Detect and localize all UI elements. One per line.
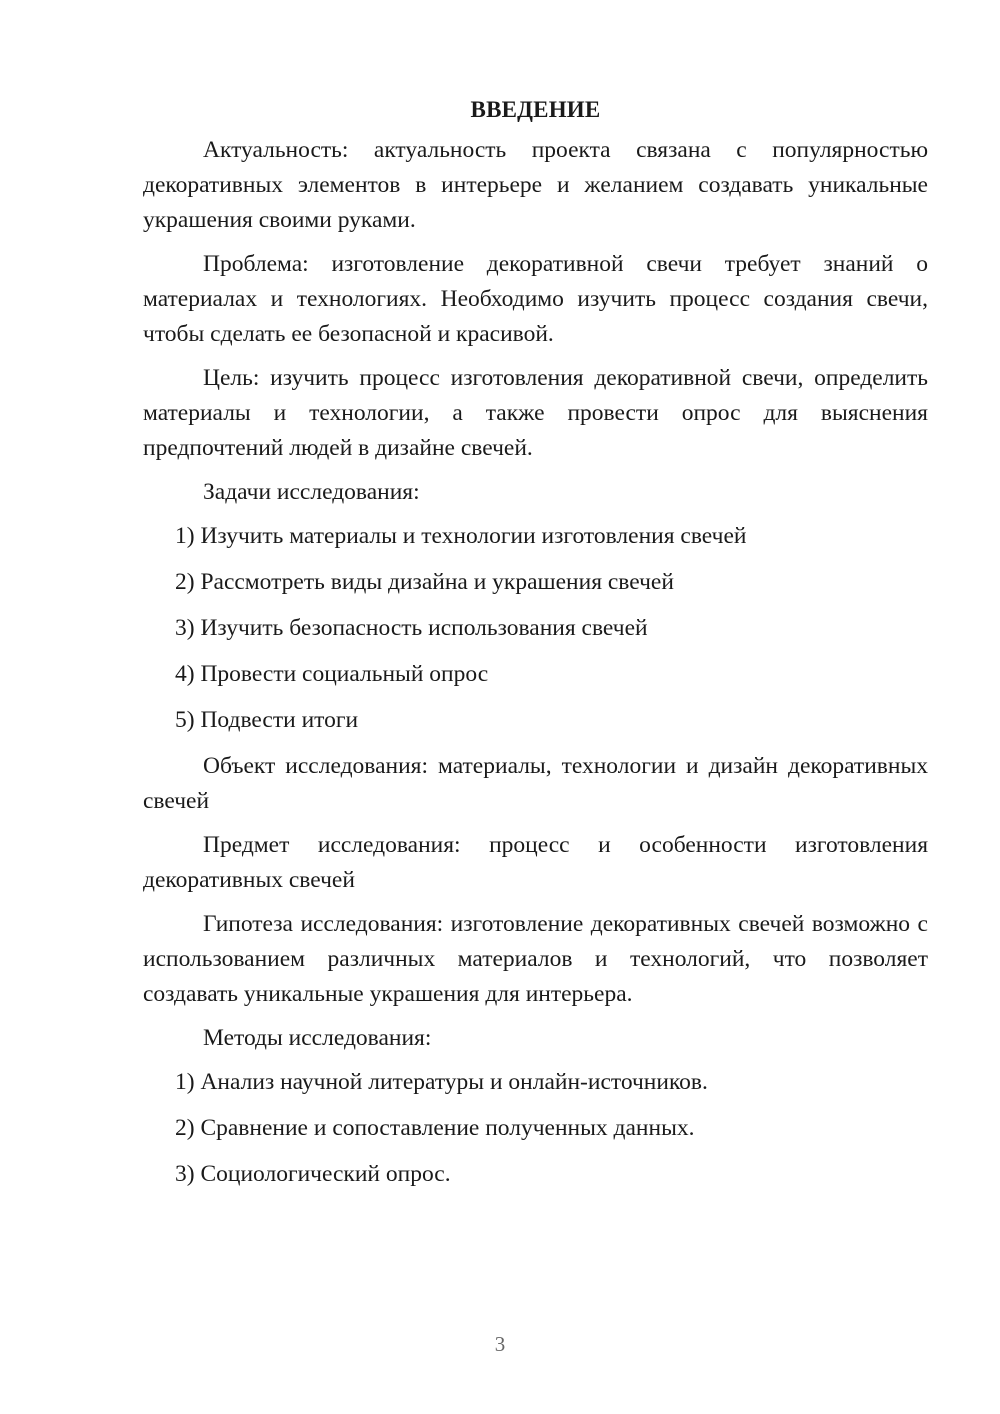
- list-item: 2) Рассмотреть виды дизайна и украшения свечей: [175, 569, 674, 595]
- methods-list: [143, 1065, 928, 1192]
- object-paragraph: Объект исследования: материалы, технологии и дизайн декоративных свечей: [143, 753, 928, 814]
- list-item: 4) Провести социальный опрос: [175, 661, 489, 687]
- page-number: 3: [494, 1332, 506, 1356]
- document-page: [143, 92, 928, 1203]
- subject-paragraph: Предмет исследования: процесс и особенности изготовления декоративных свечей: [143, 832, 928, 893]
- tasks-list: [143, 519, 928, 738]
- hypothesis-paragraph: Гипотеза исследования: изготовление декоративных свечей возможно с использованием различных материалов и технологий, что позволяет создавать уникальные украшения для интерьера.: [143, 911, 928, 1007]
- list-item: 1) Анализ научной литературы и онлайн-источников.: [175, 1069, 708, 1095]
- tasks-title: Задачи исследования:: [203, 479, 420, 505]
- list-item: 3) Социологический опрос.: [175, 1161, 451, 1187]
- list-item: 1) Изучить материалы и технологии изготовления свечей: [175, 523, 747, 549]
- list-item: 2) Сравнение и сопоставление полученных данных.: [175, 1115, 695, 1141]
- goal-paragraph: Цель: изучить процесс изготовления декоративной свечи, определить материалы и технологии, а также провести опрос для выяснения предпочтений людей в дизайне свечей.: [143, 365, 928, 461]
- problem-paragraph: Проблема: изготовление декоративной свечи требует знаний о материалах и технологиях. Необходимо изучить процесс создания свечи, чтобы сделать ее безопасной и красивой.: [143, 251, 928, 347]
- relevance-paragraph: Актуальность: актуальность проекта связана с популярностью декоративных элементов в интерьере и желанием создавать уникальные украшения своими руками.: [143, 137, 928, 233]
- list-item: 3) Изучить безопасность использования свечей: [175, 615, 648, 641]
- section-heading: ВВЕДЕНИЕ: [470, 97, 601, 122]
- methods-title: Методы исследования:: [203, 1025, 432, 1051]
- list-item: 5) Подвести итоги: [175, 707, 359, 733]
